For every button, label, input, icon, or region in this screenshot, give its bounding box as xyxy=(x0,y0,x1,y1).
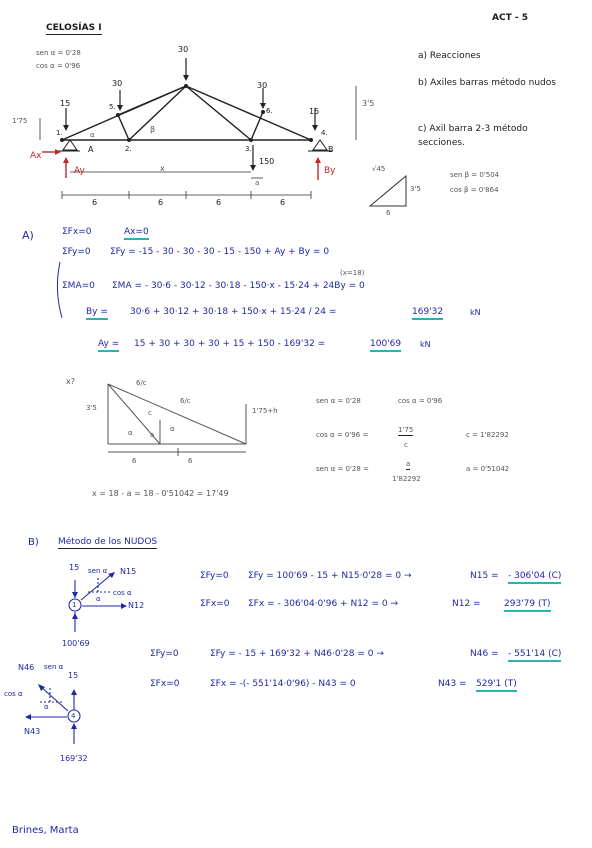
node-5-label: 5. xyxy=(109,103,116,111)
beta-hyp-label: √45 xyxy=(372,165,386,173)
eq4-header: ΣFx=0 xyxy=(150,679,180,689)
sketch-lbl-c: c xyxy=(148,409,152,417)
node-1-load: 15 xyxy=(69,563,80,572)
eq2-header: ΣFx=0 xyxy=(200,599,230,609)
sketch-lbl-a: a xyxy=(150,431,155,439)
ay-unit: kN xyxy=(420,340,431,349)
eq-ma-header: ΣMA=0 xyxy=(62,281,95,291)
sketch-cos-alpha: cos α = 0'96 xyxy=(398,397,443,405)
eq2-body: ΣFx = - 306'04·0'96 + N12 = 0 → xyxy=(248,599,399,609)
alpha-angle-label: α xyxy=(90,131,95,139)
by-reaction-label: By xyxy=(324,166,336,176)
page-title: CELOSÍAS I xyxy=(46,23,102,33)
support-a-label: A xyxy=(88,145,94,154)
n43-result: 529'1 (T) xyxy=(476,680,517,692)
x-dimension-label: x xyxy=(160,164,165,173)
load-label-node-1: 15 xyxy=(60,99,71,108)
eq3-label: N46 = xyxy=(470,649,499,659)
n12-result: 293'79 (T) xyxy=(504,600,551,612)
task-c: c) Axil barra 2-3 método secciones. xyxy=(418,124,528,148)
eq1-header: ΣFy=0 xyxy=(200,571,229,581)
sin-eq-num: a xyxy=(406,460,411,468)
ay-label: Ay = xyxy=(98,340,119,352)
cos-eq-num: 1'75 xyxy=(398,426,414,434)
span-label-3: 6 xyxy=(216,198,222,207)
load-label-node-5: 30 xyxy=(112,79,123,88)
eq4-label: N43 = xyxy=(438,679,467,689)
eq1-label: N15 = xyxy=(470,571,499,581)
eq4-body: ΣFx = -(- 551'14·0'96) - N43 = 0 xyxy=(210,679,356,689)
task-a: a) Reacciones xyxy=(418,51,481,61)
by-label: By = xyxy=(86,308,108,320)
sketch-lbl-1: 6/c xyxy=(136,379,147,387)
n46-result: - 551'14 (C) xyxy=(508,650,561,662)
node-1-force-n15: N15 xyxy=(120,567,137,576)
node-3-label: 3. xyxy=(245,145,252,153)
sin-eq-den: 1'82292 xyxy=(392,475,421,483)
section-a-label: A) xyxy=(22,229,34,242)
load-label-node-4: 15 xyxy=(309,107,320,116)
node-1-cos: cos α xyxy=(113,589,132,597)
eq-fy-body: ΣFy = -15 - 30 - 30 - 30 - 15 - 150 + Ay + By = 0 xyxy=(110,247,330,257)
node-4-cos: cos α xyxy=(4,690,23,698)
support-b-label: B xyxy=(328,145,334,154)
a-value: a = 0'51042 xyxy=(466,465,510,473)
node-1-reaction: 100'69 xyxy=(62,639,90,648)
cos-alpha-note: cos α = 0'96 xyxy=(36,62,81,70)
by-expression: 30·6 + 30·12 + 30·18 + 150·x + 15·24 / 24 = xyxy=(130,307,337,317)
cos-beta-note: cos β = 0'864 xyxy=(450,186,499,194)
section-b-title: Método de los NUDOS xyxy=(58,537,158,547)
ax-reaction-label: Ax xyxy=(30,151,42,161)
node-2-label: 2. xyxy=(125,145,132,153)
load-label-150: 150 xyxy=(259,157,275,166)
node-4-load: 15 xyxy=(68,671,79,680)
eq3-body: ΣFy = - 15 + 169'32 + N46·0'28 = 0 → xyxy=(210,649,384,659)
sketch-base-1: 6 xyxy=(132,457,137,465)
span-label-4: 6 xyxy=(280,198,286,207)
sketch-alpha-2: α xyxy=(170,425,175,433)
node-4-force-n46: N46 xyxy=(18,663,35,672)
sin-beta-note: sen β = 0'504 xyxy=(450,171,500,179)
span-label-2: 6 xyxy=(158,198,164,207)
section-b-label: B) xyxy=(28,537,39,548)
node-4-force-n43: N43 xyxy=(24,727,41,736)
load-label-node-apex: 30 xyxy=(178,45,189,54)
sin-eq-left: sen α = 0'28 = xyxy=(316,465,369,473)
beta-base-label: 6 xyxy=(386,209,391,217)
eq-fx-header: ΣFx=0 xyxy=(62,227,92,237)
n15-result: - 306'04 (C) xyxy=(508,572,561,584)
eq2-label: N12 = xyxy=(452,599,481,609)
by-unit: kN xyxy=(470,308,481,317)
node-1-force-n12: N12 xyxy=(128,601,145,610)
sketch-lbl-2: 6/c xyxy=(180,397,191,405)
node-4-label: 4. xyxy=(321,129,328,137)
x-substitution-note: (x=18) xyxy=(340,269,365,277)
cos-eq-left: cos α = 0'96 = xyxy=(316,431,369,439)
sketch-sin-alpha: sen α = 0'28 xyxy=(316,397,361,405)
ay-reaction-label: Ay xyxy=(74,166,85,176)
node-1-sen: sen α xyxy=(88,567,108,575)
load-label-node-6: 30 xyxy=(257,81,268,90)
beta-angle-label: β xyxy=(150,125,156,134)
node-4-sen: sen α xyxy=(44,663,64,671)
node-4-reaction: 169'32 xyxy=(60,754,88,763)
eq-fy-header: ΣFy=0 xyxy=(62,247,91,257)
task-b: b) Axiles barras método nudos xyxy=(418,78,556,88)
x-result-line: x = 18 - a = 18 - 0'51042 = 17'49 xyxy=(92,489,229,498)
node-4-id: 4 xyxy=(71,712,76,720)
beta-side-label: 3'5 xyxy=(410,185,421,193)
ay-expression: 15 + 30 + 30 + 30 + 15 + 150 - 169'32 = xyxy=(134,339,326,349)
sketch-base-2: 6 xyxy=(188,457,193,465)
node-4-angle: α xyxy=(44,703,49,711)
sin-alpha-note: sen α = 0'28 xyxy=(36,49,81,57)
eq1-body: ΣFy = 100'69 - 15 + N15·0'28 = 0 → xyxy=(248,571,412,581)
c-value: c = 1'82292 xyxy=(466,431,509,439)
node-1-id: 1 xyxy=(72,601,77,609)
sketch-alpha-1: α xyxy=(128,429,133,437)
right-height-label: 3'5 xyxy=(362,99,375,108)
left-height-label: 1'75 xyxy=(12,117,28,125)
sketch-height-label: 3'5 xyxy=(86,404,97,412)
author-signature: Brines, Marta xyxy=(12,825,79,836)
node-6-label: 6. xyxy=(266,107,273,115)
sketch-hx-label: 1'75+h xyxy=(252,407,278,415)
cos-eq-den: c xyxy=(404,441,408,449)
node-1-label: 1. xyxy=(56,129,63,137)
eq-ma-body: ΣMA = - 30·6 - 30·12 - 30·18 - 150·x - 15·24 + 24By = 0 xyxy=(112,281,365,291)
activity-label: ACT - 5 xyxy=(492,13,528,23)
a-dimension-label: a xyxy=(255,179,260,187)
node-1-angle: α xyxy=(96,595,101,603)
by-result: 169'32 xyxy=(412,308,443,320)
x-question-label: x? xyxy=(66,377,75,386)
eq3-header: ΣFy=0 xyxy=(150,649,179,659)
ax-result: Ax=0 xyxy=(124,228,149,240)
span-label-1: 6 xyxy=(92,198,98,207)
ay-result: 100'69 xyxy=(370,340,401,352)
